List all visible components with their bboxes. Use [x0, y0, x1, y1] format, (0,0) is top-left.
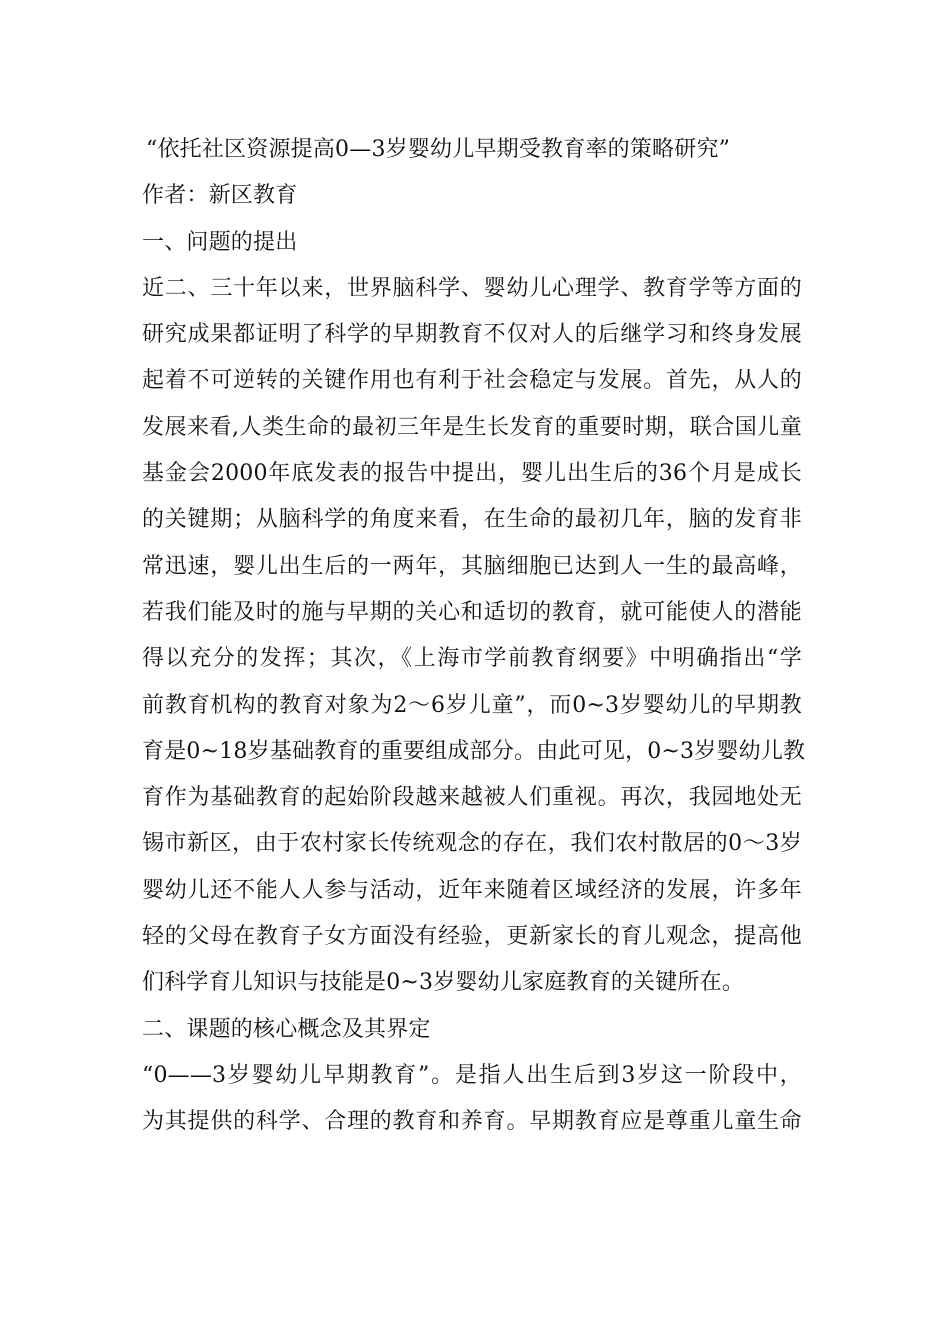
paragraph-line-last: 们科学育儿知识与技能是0~3岁婴幼儿家庭教育的关键所在。 — [142, 970, 745, 996]
paragraph-line: 为其提供的科学、合理的教育和养育。早期教育应是尊重儿童生命 — [142, 1109, 802, 1135]
paragraph-line: 若我们能及时的施与早期的关心和适切的教育，就可能使人的潜能 — [142, 599, 802, 625]
document-body — [142, 135, 812, 1154]
paragraph-line: 近二、三十年以来，世界脑科学、婴幼儿心理学、教育学等方面的 — [142, 275, 802, 301]
paragraph-line: 基金会2000年底发表的报告中提出，婴儿出生后的36个月是成长 — [142, 461, 802, 487]
paragraph-line: 前教育机构的教育对象为2～6岁儿童”，而0~3岁婴幼儿的早期教 — [142, 692, 802, 718]
paragraph-line: 常迅速，婴儿出生后的一两年，其脑细胞已达到人一生的最高峰， — [142, 553, 802, 579]
paragraph-line: 发展来看,人类生命的最初三年是生长发育的重要时期，联合国儿童 — [142, 414, 802, 440]
paragraph-line: 起着不可逆转的关键作用也有利于社会稳定与发展。首先，从人的 — [142, 368, 802, 394]
paragraph-line: 育作为基础教育的起始阶段越来越被人们重视。再次，我园地处无 — [142, 785, 802, 811]
document-title: “依托社区资源提高0—3岁婴幼儿早期受教育率的策略研究” — [146, 137, 731, 162]
paragraph-line: 得以充分的发挥；其次，《上海市学前教育纲要》中明确指出“学 — [142, 646, 802, 672]
document-author: 作者：新区教育 — [142, 183, 298, 209]
section-heading-1: 一、问题的提出 — [142, 229, 298, 255]
paragraph-line: 锡市新区，由于农村家长传统观念的存在，我们农村散居的0～3岁 — [142, 831, 802, 857]
paragraph-line: 育是0~18岁基础教育的重要组成部分。由此可见，0~3岁婴幼儿教 — [142, 738, 806, 764]
paragraph-line: 轻的父母在教育子女方面没有经验，更新家长的育儿观念，提高他 — [142, 924, 802, 950]
section-heading-2: 二、课题的核心概念及其界定 — [142, 1016, 431, 1042]
paragraph-line: “0——3岁婴幼儿早期教育”。是指人出生后到3岁这一阶段中， — [142, 1062, 802, 1088]
paragraph-line: 研究成果都证明了科学的早期教育不仅对人的后继学习和终身发展 — [142, 322, 802, 348]
paragraph-line: 的关键期；从脑科学的角度来看，在生命的最初几年，脑的发育非 — [142, 507, 802, 533]
paragraph-line: 婴幼儿还不能人人参与活动，近年来随着区域经济的发展，许多年 — [142, 877, 802, 903]
